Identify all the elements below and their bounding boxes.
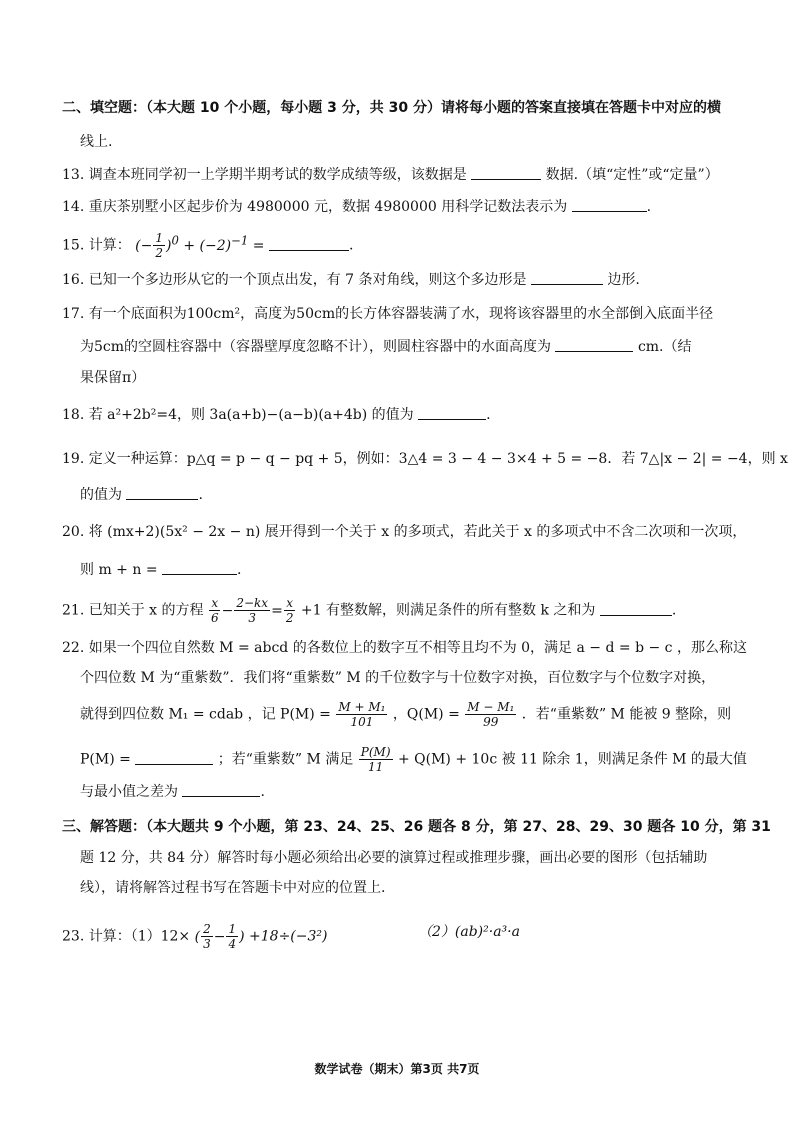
q22-4b: ；若“重紫数” M 满足: [217, 751, 354, 768]
question-17-line2: [80, 337, 692, 357]
section2-heading: 二、填空题：（本大题 10 个小题，每小题 3 分，共 30 分）请将每小题的答案直接填在答题卡中对应的横: [62, 100, 721, 116]
q16-answer-blank: [531, 270, 603, 285]
q22-4c: + Q(M) + 10c 被 11 除余 1，则满足条件 M 的最大值: [397, 751, 747, 768]
q14-text: 14. 重庆茶别墅小区起步价为 4980000 元，数据 4980000 用科学记数法表示为: [62, 199, 568, 215]
question-17-line3: 果保留π）: [80, 370, 146, 386]
section3-line3: 线），请将解答过程书写在答题卡中对应的位置上.: [80, 880, 386, 896]
q17-answer-blank: [555, 337, 633, 352]
question-22-line1: 22. 如果一个四位自然数 M = abcd 的各数位上的数字互不相等且均不为 0，满足 a − d = b − c ，那么称这: [62, 640, 747, 656]
q14-answer-blank: [572, 197, 647, 212]
question-18: 18. 若 a²+2b²=4，则 3a(a+b)−(a−b)(a+4b) 的值为 .: [62, 407, 491, 423]
question-22-line4: P(M) = ；若“重紫数” M 满足 $\frac{P(M)}{11}$ + Q(M) + 10c 被 11 除余 1，则满足条件 M 的最大值: [80, 745, 747, 774]
question-17-line1: 17. 有一个底面积为100cm²，高度为50cm的长方体容器装满了水，现将该容器里的水全部倒入底面半径: [62, 306, 714, 322]
q22-answer-blank-1: [135, 750, 213, 765]
q20-text: 则 m + n =: [80, 562, 158, 578]
question-22-line3: 就得到四位数 M₁ = cdab ，记 P(M) = $\frac{\text{M + M₁}}{101}$ ，Q(M) = $\frac{\text{M − M₁}}{99}$ ．若“重紫数” M 能被 9 整除，则: [80, 700, 732, 729]
q15-answer-blank: [269, 236, 349, 251]
question-16: [62, 270, 640, 290]
page-footer: 数学试卷（期末）第3页 共7页: [314, 1062, 480, 1076]
q13-text: 13. 调查本班同学初一上学期半期考试的数学成绩等级，该数据是: [62, 167, 467, 183]
q19-text: 的值为: [80, 487, 122, 503]
q13-tail: 数据.（填“定性”或“定量”）: [545, 167, 719, 183]
q22-3b: ，Q(M) =: [392, 706, 460, 723]
q21-post: +1 有整数解，则满足条件的所有整数 k 之和为: [300, 602, 596, 619]
q22-3a: 就得到四位数 M₁ = cdab ，记 P(M) =: [80, 706, 331, 723]
q15-text: 15. 计算：: [62, 237, 131, 254]
q20-answer-blank: [162, 560, 237, 575]
q13-answer-blank: [471, 165, 541, 180]
q18-text: 18. 若 a²+2b²=4，则 3a(a+b)−(a−b)(a+4b) 的值为: [62, 407, 414, 423]
q16-text: 16. 已知一个多边形从它的一个顶点出发，有 7 条对角线，则这个多边形是: [62, 272, 527, 288]
section2-heading-cont: 线上.: [80, 134, 113, 150]
q22-4a: P(M) =: [80, 751, 131, 768]
question-23-part2: （2）(ab)²·a³·a: [418, 924, 520, 940]
question-20-line2: 则 m + n = .: [80, 562, 242, 578]
q23-mid: +18÷(−3²): [249, 928, 328, 945]
question-14: 14. 重庆茶别墅小区起步价为 4980000 元，数据 4980000 用科学记数法表示为 .: [62, 199, 652, 215]
question-22-line2: 个四位数 M 为“重紫数”．我们将“重紫数” M 的千位数字与十位数字对换，百位数字与个位数字对换，: [80, 670, 716, 686]
q16-tail: 边形.: [607, 272, 640, 288]
question-13: [62, 165, 719, 185]
question-20-line1: 20. 将 (mx+2)(5x² − 2x − n) 展开得到一个关于 x 的多项式，若此关于 x 的多项式中不含二次项和一次项，: [62, 524, 747, 540]
question-21: 21. 已知关于 x 的方程 $\frac{x}{6}$ − $\frac{2-kx}{3}$ = $\frac{x}{2}$ +1 有整数解，则满足条件的所有整数 k 之和为 .: [62, 596, 677, 625]
q22-5: 与最小值之差为: [80, 784, 178, 800]
q23-pre: 23. 计算：（1）12×: [62, 928, 191, 945]
question-23: 23. 计算：（1）12× ( $\frac{2}{3}$ − $\frac{1}{4}$ ) +18÷(−3²): [62, 922, 328, 951]
q22-3c: ．若“重紫数” M 能被 9 整除，则: [521, 706, 732, 723]
question-22-line5: 与最小值之差为 .: [80, 784, 265, 800]
q17-tail: cm.（结: [637, 339, 692, 355]
q21-pre: 21. 已知关于 x 的方程: [62, 602, 204, 619]
section3-heading: 三、解答题：（本大题共 9 个小题，第 23、24、25、26 题各 8 分，第 27、28、29、30 题各 10 分，第 31: [62, 819, 771, 835]
q19-answer-blank: [126, 485, 198, 500]
q22-answer-blank-2: [182, 782, 260, 797]
question-19-line2: 的值为 .: [80, 487, 203, 503]
q18-answer-blank: [418, 405, 486, 420]
question-19-line1: 19. 定义一种运算：p△q = p − q − pq + 5，例如：3△4 = 3 − 4 − 3×4 + 5 = −8．若 7△|x − 2| = −4，则 x: [62, 451, 788, 467]
question-15: 15. 计算： (− $\frac{1}{2}$ )$^0 + (-2)^{-1}$ = .: [62, 231, 354, 261]
q21-answer-blank: [600, 601, 672, 616]
q17-text: 为5cm的空圆柱容器中（容器壁厚度忽略不计），则圆柱容器中的水面高度为: [80, 339, 552, 355]
section3-line2: 题 12 分，共 84 分）解答时每小题必须给出必要的演算过程或推理步骤，画出必要的图形（包括辅助: [80, 850, 708, 866]
